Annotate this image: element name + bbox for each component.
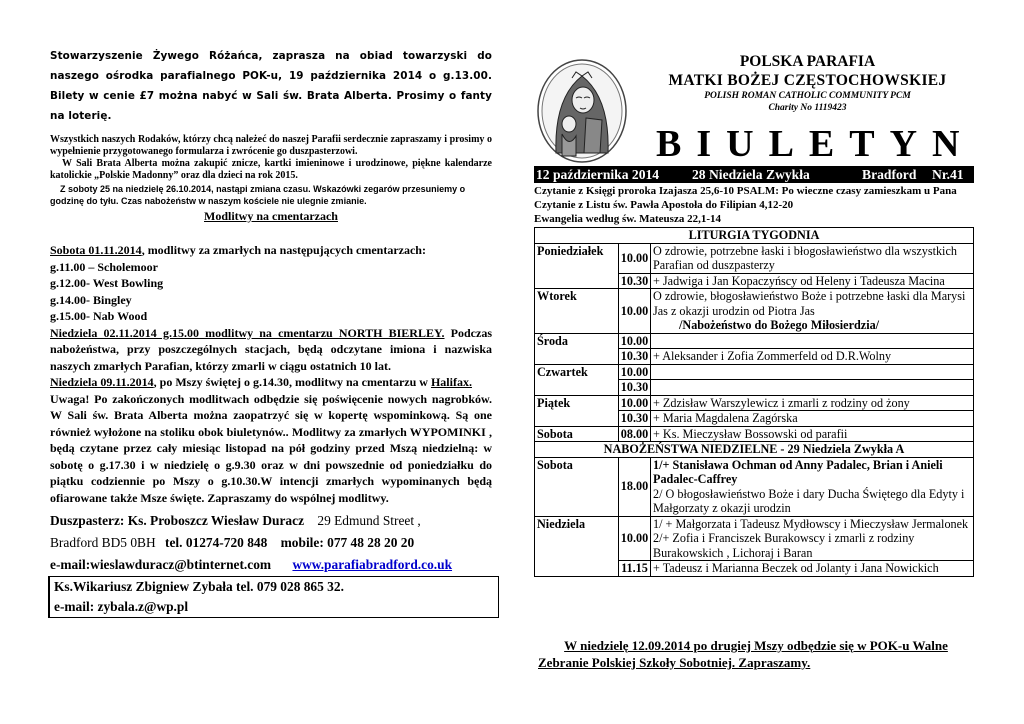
intention-cell: + Tadeusz i Marianna Beczek od Jolanty i Jana Nowickich [651, 561, 974, 577]
liturgy-table [534, 227, 974, 577]
time-cell: 08.00 [619, 426, 651, 442]
intention-cell [651, 289, 974, 334]
day-cell: Piątek [535, 395, 619, 426]
vicar-box [48, 576, 499, 618]
contact-block [50, 510, 492, 576]
issue-number: Nr.41 [932, 167, 964, 182]
intention-cell [651, 333, 974, 349]
parish-name-2: MATKI BOŻEJ CZĘSTOCHOWSKIEJ [668, 72, 947, 89]
time-cell: 10.30 [619, 411, 651, 427]
email[interactable]: e-mail:wieslawduracz@btinternet.com [50, 557, 272, 572]
time-cell: 10.00 [619, 395, 651, 411]
table-row [535, 289, 974, 334]
telephone: tel. 01274-720 848 [165, 535, 268, 550]
cemetery-item: g.12.00- West Bowling [50, 276, 164, 290]
shop-note: W Sali Brata Alberta można zakupić znicze, kartki imieninowe i urodzinowe, piękne kalendarze katolickie „Polskie Madonny” oraz dla dzieci na rok 2015. [50, 158, 492, 181]
readings [534, 184, 974, 226]
day-cell: Sobota [535, 426, 619, 442]
day-cell: Poniedziałek [535, 243, 619, 289]
sunday-date: Niedziela 02.11.2014 g.15.00 modlitwy na cmentarzu NORTH BIERLEY. [50, 325, 445, 340]
day-cell: Środa [535, 333, 619, 364]
sunday-text: Podczas nabożeństwa, przy poszczególnych stacjach, będą odczytane imiona i nazwiska naszych zmarłych Parafian, którzy zmarli w ciągu ostatnich 10 lat. [50, 325, 492, 373]
parish-header [640, 52, 975, 114]
lunch-announcement: Stowarzyszenie Żywego Różańca, zaprasza na obiad towarzyski do naszego ośrodka parafialnego POK-u, 19 października 2014 o g.13.00. Bilety w cenie £7 można nabyć w Sali św. Brata Alberta. Prosimy o fanty na loterię. [50, 50, 492, 122]
mobile: mobile: 077 48 28 20 20 [280, 535, 415, 550]
time-cell: 10.00 [619, 289, 651, 334]
uwaga-note: Uwaga! Po zakończonych modlitwach odbędzie się poświęcenie nowych nagrobków. W Sali św. Brata Alberta można zaopatrzyć się w kopertę wspominkową. Są one również wyłożone na stoliku obok biuletynów.. Modlitwy za zmarłych WYPOMINKI , będą czytane przez cały miesiąc listopad na pół godziny przed Mszą niedzielną: w sobotę o g.17.30 i w niedzielę o g.9.30 oraz w dni powszednie od poniedziałku do piątku codziennie po Mszy o g.10.30.W intencji zmarłych wypominanych będą ofiarowane także Msze święte. Zapraszamy do wspólnej modlitwy. [50, 391, 492, 505]
time-cell: 10.30 [619, 273, 651, 289]
time-cell: 11.15 [619, 561, 651, 577]
sunday2-place: Halifax. [430, 375, 472, 389]
time-change-text: Z soboty 25 na niedzielę 26.10.2014, nastąpi zmiana czasu. Wskazówki zegarów przesuniemy o godzinę do tyłu. Czas nabożeństw w naszym kościele nie ulegnie zmianie. [50, 184, 466, 206]
notice-line-1: W niedzielę 12.09.2014 po drugiej Mszy odbędzie się w POK-u Walne [564, 638, 948, 653]
time-cell: 10.00 [619, 516, 651, 561]
sunday2-text: , po Mszy świętej o g.14.30, modlitwy na cmentarzu w [153, 375, 431, 389]
table-row [535, 457, 974, 516]
issue-sunday: 28 Niedziela Zwykła [692, 167, 810, 182]
vicar-email[interactable]: e-mail: zybala.z@wp.pl [54, 599, 189, 614]
table-row [535, 426, 974, 442]
saturday-date: Sobota 01.11.2014 [50, 243, 142, 257]
time-cell: 10.30 [619, 349, 651, 365]
pastor-label: Duszpasterz: Ks. Proboszcz Wiesław Duracz [50, 513, 305, 528]
readings-text: Czytanie z Księgi proroka Izajasza 25,6-10 PSALM: Po wieczne czasy zamieszkam u Pana Czytanie z Listu św. Pawła Apostoła do Filipian 4,12-20 [534, 185, 957, 211]
issue-city: Bradford [862, 167, 917, 182]
city: Bradford BD5 0BH [50, 535, 156, 550]
cemetery-item: g.15.00- Nab Wood [50, 309, 148, 323]
table-row [535, 364, 974, 380]
devotion-text: /Nabożeństwo do Bożego Miłosierdzia/ [679, 318, 880, 332]
sunday-services-heading: NABOŻEŃSTWA NIEDZIELNE - 29 Niedziela Zwykła A [535, 442, 974, 458]
gospel-text: Ewangelia według św. Mateusza 22,1-14 [534, 213, 721, 225]
intention-text: O zdrowie, błogosławieństwo Boże i potrzebne łaski dla Marysi Jas z okazji urodzin od Piotra Jas [653, 289, 966, 318]
time-cell: 10.00 [619, 243, 651, 273]
website-link[interactable]: www.parafiabradford.co.uk [292, 557, 453, 572]
intention-cell: + Ks. Mieczysław Bossowski od parafii [651, 426, 974, 442]
day-cell: Niedziela [535, 516, 619, 576]
table-row [535, 516, 974, 561]
parish-name-1: POLSKA PARAFIA [739, 53, 876, 70]
intention-cell: + Aleksander i Zofia Zommerfeld od D.R.Wolny [651, 349, 974, 365]
intention-cell: + Maria Magdalena Zagórska [651, 411, 974, 427]
time-cell: 10.30 [619, 380, 651, 396]
table-row [535, 395, 974, 411]
time-cell: 18.00 [619, 457, 651, 516]
school-meeting-notice [534, 637, 974, 671]
notice-line-2: Zebranie Polskiej Szkoły Sobotniej. Zapraszamy. [538, 655, 811, 670]
intention-text: 2/ O błogosławieństwo Boże i dary Ducha Świętego dla Edyty i Małgorzaty z okazji urodzin [653, 486, 965, 515]
intention-cell: O zdrowie, potrzebne łaski i błogosławieństwo dla wszystkich Parafian od duszpasterzy [651, 243, 974, 273]
sunday2-date: Niedziela 09.11.2014 [50, 375, 154, 389]
left-column [50, 46, 492, 618]
day-cell: Sobota [535, 457, 619, 516]
intention-text: 1/ + Małgorzata i Tadeusz Mydłowscy i Mieczysław Jermalonek [653, 516, 969, 531]
intention-cell: + Jadwiga i Jan Kopaczyńscy od Heleny i Tadeusza Macina [651, 273, 974, 289]
bulletin-title: BIULETYN [656, 123, 975, 165]
intention-cell [651, 516, 974, 561]
charity-number: Charity No 1119423 [768, 103, 847, 113]
intention-text: 1/+ Stanisława Ochman od Anny Padalec, Brian i Anieli Padalec-Caffrey [653, 457, 943, 486]
parish-announcements [50, 134, 492, 182]
issue-bar [534, 166, 974, 183]
pastor-address: 29 Edmund Street , [317, 513, 421, 528]
intention-cell [651, 457, 974, 516]
membership-note: Wszystkich naszych Rodaków, którzy chcą należeć do naszej Parafii serdecznie zapraszamy i prosimy o wypełnienie przygotowanego formularza i zwrócenie go duszpasterzowi. [50, 134, 492, 157]
intention-cell [651, 380, 974, 396]
day-cell: Wtorek [535, 289, 619, 334]
cemetery-heading: Modlitwy na cmentarzach [204, 209, 338, 223]
table-row [535, 333, 974, 349]
issue-date: 12 października 2014 [536, 167, 660, 182]
time-cell: 10.00 [619, 333, 651, 349]
madonna-icon [536, 58, 628, 164]
vicar-info: Ks.Wikariusz Zbigniew Zybała tel. 079 028 865 32. [54, 579, 344, 594]
saturday-text: , modlitwy za zmarłych na następujących cmentarzach: [141, 243, 426, 257]
liturgy-heading: LITURGIA TYGODNIA [535, 228, 974, 244]
time-cell: 10.00 [619, 364, 651, 380]
intention-text: 2/+ Zofia i Franciszek Burakowscy i zmarli z rodziny Burakowskich , Lichoraj i Baran [653, 531, 915, 560]
cemetery-item: g.11.00 – Scholemoor [50, 259, 158, 274]
parish-english: POLISH ROMAN CATHOLIC COMMUNITY PCM [704, 91, 911, 101]
table-row [535, 228, 974, 244]
intention-cell: + Zdzisław Warszylewicz i zmarli z rodziny od żony [651, 395, 974, 411]
table-row [535, 243, 974, 273]
table-row [535, 442, 974, 458]
cemetery-item: g.14.00- Bingley [50, 292, 132, 307]
day-cell: Czwartek [535, 364, 619, 395]
time-change-note [50, 184, 492, 207]
intention-cell [651, 364, 974, 380]
cemetery-prayers [50, 242, 492, 506]
